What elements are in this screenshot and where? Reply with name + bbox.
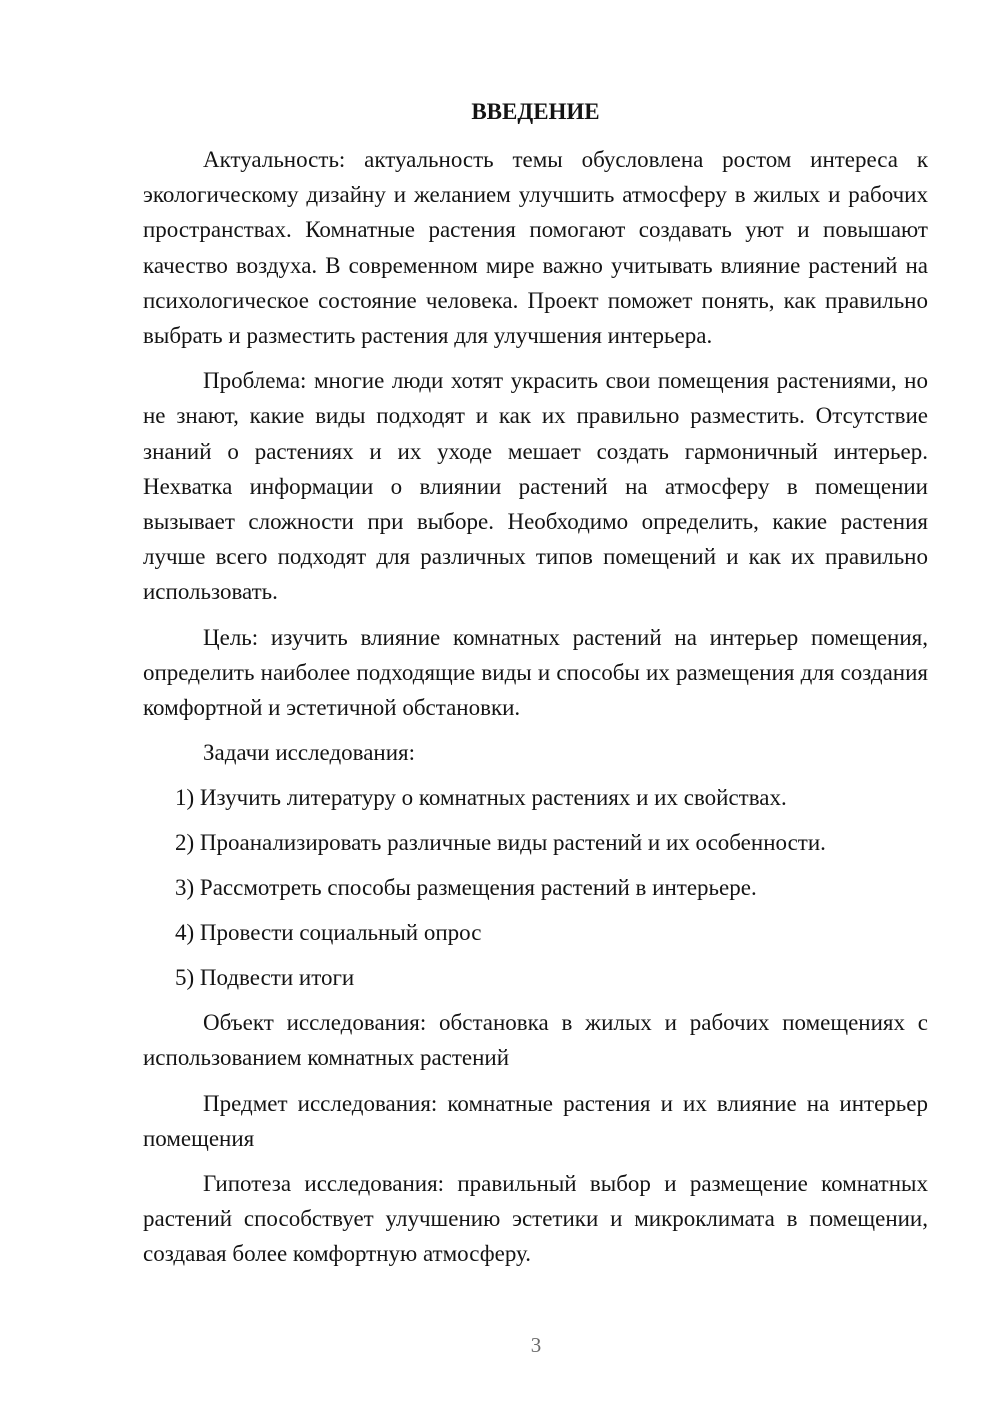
document-page <box>143 94 928 1282</box>
task-item: 2) Проанализировать различные виды растений и их особенности. <box>175 830 826 856</box>
subject-paragraph: Предмет исследования: комнатные растения и их влияние на интерьер помещения <box>143 1090 928 1151</box>
hypothesis-paragraph: Гипотеза исследования: правильный выбор и размещение комнатных растений способствует улучшению эстетики и микроклимата в помещении, создавая более комфортную атмосферу. <box>143 1171 928 1267</box>
tasks-heading: Задачи исследования: <box>203 740 416 766</box>
task-item: 1) Изучить литературу о комнатных растениях и их свойствах. <box>175 785 787 811</box>
task-item: 5) Подвести итоги <box>175 965 355 991</box>
relevance-paragraph: Актуальность: актуальность темы обусловлена ростом интереса к экологическому дизайну и желанием улучшить атмосферу в жилых и рабочих пространствах. Комнатные растения помогают создавать уют и повышают качество воздуха. В современном мире важно учитывать влияние растений на психологическое состояние человека. Проект поможет понять, как правильно выбрать и разместить растения для улучшения интерьера. <box>143 147 928 349</box>
problem-paragraph: Проблема: многие люди хотят украсить свои помещения растениями, но не знают, какие виды подходят и как их правильно разместить. Отсутствие знаний о растениях и их уходе мешает создать гармоничный интерьер. Нехватка информации о влиянии растений на атмосферу в помещении вызывает сложности при выборе. Необходимо определить, какие растения лучше всего подходят для различных типов помещений и как их правильно использовать. <box>143 368 928 605</box>
page-number: 3 <box>530 1333 542 1357</box>
object-paragraph: Объект исследования: обстановка в жилых и рабочих помещениях с использованием комнатных растений <box>143 1010 928 1071</box>
task-item: 3) Рассмотреть способы размещения растений в интерьере. <box>175 875 757 901</box>
section-title: ВВЕДЕНИЕ <box>471 99 600 124</box>
goal-paragraph: Цель: изучить влияние комнатных растений на интерьер помещения, определить наиболее подходящие виды и способы их размещения для создания комфортной и эстетичной обстановки. <box>143 624 928 721</box>
task-item: 4) Провести социальный опрос <box>175 920 482 946</box>
tasks-list <box>143 780 928 995</box>
